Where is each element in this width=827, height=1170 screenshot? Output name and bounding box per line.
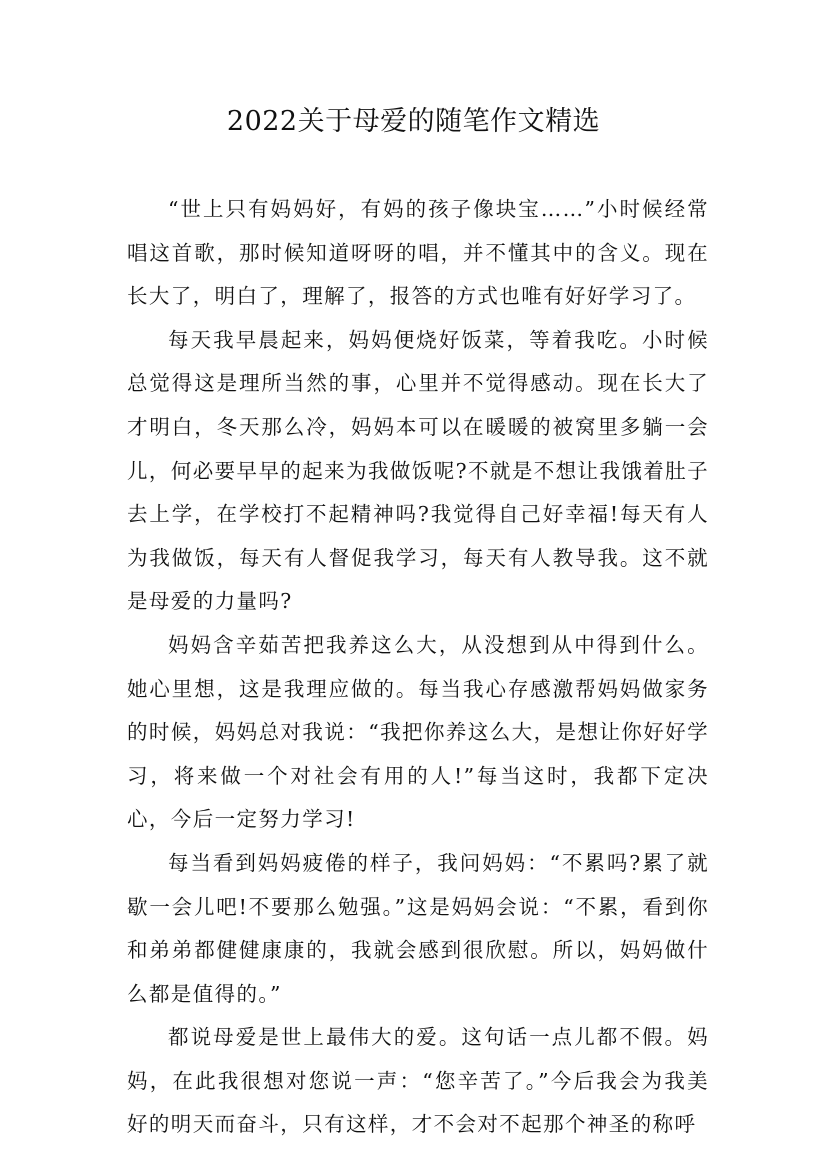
paragraph-5: 都说母爱是世上最伟大的爱。这句话一点儿都不假。妈妈，在此我很想对您说一声：“您辛苦了。”今后我会为我美好的明天而奋斗，只有这样，才不会对不起那个神圣的称呼 [127,1025,709,1137]
paragraph-4: 每当看到妈妈疲倦的样子，我问妈妈：“不累吗?累了就歇一会儿吧!不要那么勉强。”这是妈妈会说：“不累，看到你和弟弟都健健康康的，我就会感到很欣慰。所以，妈妈做什么都是值得的。” [127,850,709,1006]
paragraph-2: 每天我早晨起来，妈妈便烧好饭菜，等着我吃。小时候总觉得这是理所当然的事，心里并不觉得感动。现在长大了才明白，冬天那么冷，妈妈本可以在暖暖的被窝里多躺一会儿，何必要早早的起来为我做饭呢?不就是不想让我饿着肚子去上学，在学校打不起精神吗?我觉得自己好幸福!每天有人为我做饭，每天有人督促我学习，每天有人教导我。这不就是母爱的力量吗? [127,327,709,614]
document-title: 2022关于母爱的随笔作文精选 [226,106,601,137]
document-body [127,188,709,1147]
paragraph-1: “世上只有妈妈好，有妈的孩子像块宝……”小时候经常唱这首歌，那时候知道呀呀的唱，并不懂其中的含义。现在长大了，明白了，理解了，报答的方式也唯有好好学习了。 [127,197,709,309]
paragraph-3: 妈妈含辛茹苦把我养这么大，从没想到从中得到什么。她心里想，这是我理应做的。每当我心存感激帮妈妈做家务的时候，妈妈总对我说：“我把你养这么大，是想让你好好学习，将来做一个对社会有用的人!”每当这时，我都下定决心，今后一定努力学习! [127,632,709,832]
